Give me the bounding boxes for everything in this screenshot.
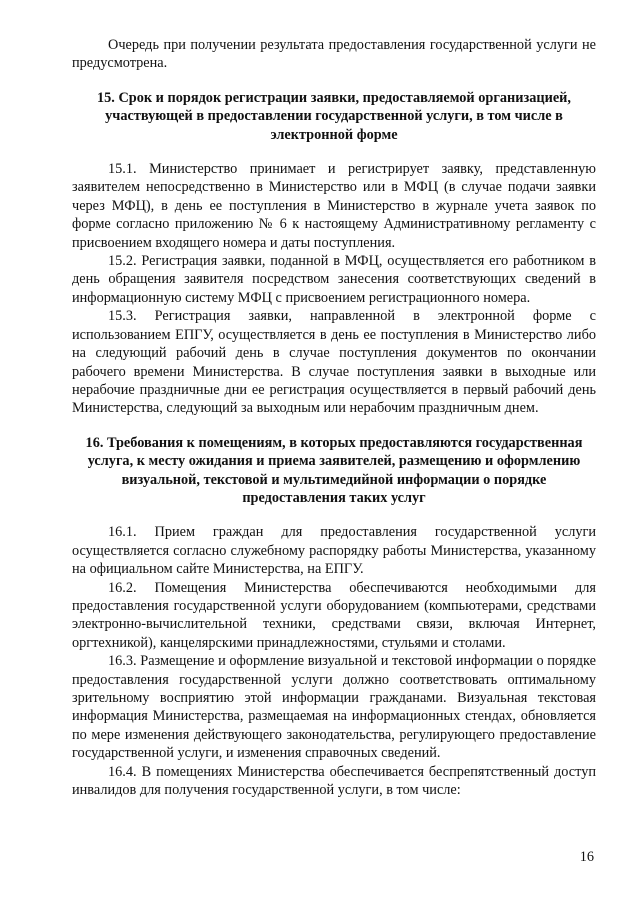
paragraph-16-3: 16.3. Размещение и оформление визуальной и текстовой информации о порядке предоставления государственной услуги должно соответствовать оптимальному зрительному восприятию этой информации гражданами. Визуальная текстовая информация Министерства, размещаемая на информационных стендах, обновляется по мере изменения действующего законодательства, регулирующего предоставление государственной услуги, и изменения справочных сведений. [72,653,596,762]
paragraph-15-2: 15.2. Регистрация заявки, поданной в МФЦ, осуществляется его работником в день обращения заявителя посредством занесения соответствующих сведений в информационную систему МФЦ с присвоением регистрационного номера. [72,253,596,306]
paragraph-15-3: 15.3. Регистрация заявки, направленной в электронной форме с использованием ЕПГУ, осуществляется в день ее поступления в Министерство либо на следующий рабочий день в случае поступления документов по окончании рабочего времени Министерства. В случае поступления заявки в выходные или нерабочие праздничные дни ее регистрация осуществляется в первый рабочий день Министерства, следующий за выходным или нерабочим праздничным днем. [72,308,596,417]
paragraph-16-4: 16.4. В помещениях Министерства обеспечивается беспрепятственный доступ инвалидов для получения государственной услуги, в том числе: [72,763,596,799]
page-number: 16 [579,849,594,865]
paragraph-15-1: 15.1. Министерство принимает и регистрирует заявку, представленную заявителем непосредственно в Министерство или в МФЦ (в случае подачи заявки через МФЦ), в день ее поступления в Министерство в журнале учета заявок по форме согласно приложению № 6 к настоящему Административному регламенту с присвоением входящего номера и даты поступления. [72,161,596,251]
paragraph-16-1: 16.1. Прием граждан для предоставления государственной услуги осуществляется согласно служебному распорядку работы Министерства, указанному на официальном сайте Министерства, на ЕПГУ. [72,524,596,578]
page-content [72,36,596,799]
paragraph-16-2: 16.2. Помещения Министерства обеспечиваются необходимыми для предоставления государственной услуги оборудованием (компьютерами, средствами электронно-вычислительной техники, средствами связи, включая Интернет, оргтехникой), канцелярскими принадлежностями, стульями и столами. [72,579,596,651]
section-16-heading: 16. Требования к помещениям, в которых предоставляются государственная услуга, к месту ожидания и приема заявителей, размещению и оформлению визуальной, текстовой и мультимедийной информации о порядке предоставления таких услуг [85,434,583,506]
section-15-heading: 15. Срок и порядок регистрации заявки, предоставляемой организацией, участвующей в предоставлении государственной услуги, в том числе в электронной форме [97,89,571,143]
intro-paragraph: Очередь при получении результата предоставления государственной услуги не предусмотрена. [72,37,596,72]
